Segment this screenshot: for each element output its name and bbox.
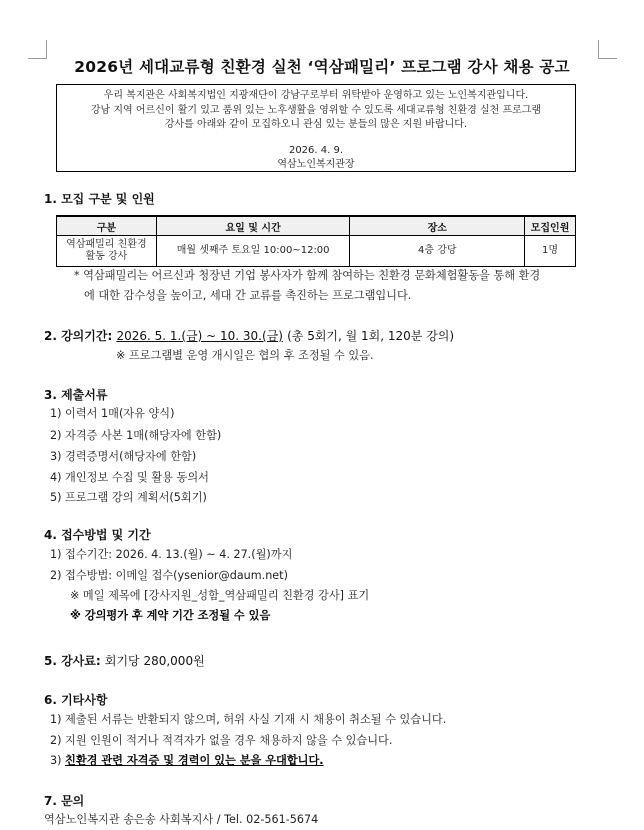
document-title: 2026년 세대교류형 친환경 실천 ‘역삼패밀리’ 프로그램 강사 채용 공고 bbox=[74, 58, 570, 76]
section-4-heading: 4. 접수방법 및 기간 bbox=[44, 528, 151, 542]
list-item: 1) 접수기간: 2026. 4. 13.(월) ~ 4. 27.(월)까지 bbox=[50, 548, 293, 561]
section-1-heading: 1. 모집 구분 및 인원 bbox=[44, 192, 155, 206]
lecture-fee: 회기당 280,000원 bbox=[104, 654, 205, 668]
table-header-place: 장소 bbox=[350, 216, 525, 236]
table-header-count: 모집인원 bbox=[525, 216, 576, 236]
lecture-period: 2026. 5. 1.(금) ~ 10. 30.(금) bbox=[116, 329, 283, 343]
notice-line-2: 강남 지역 어르신이 활기 있고 품위 있는 노후생활을 영위할 수 있도록 세대교류형 친환경 실천 프로그램 bbox=[90, 104, 542, 116]
table-row bbox=[57, 236, 576, 267]
section-5-heading: 5. 강사료: 회기당 280,000원 bbox=[44, 654, 205, 668]
preference-emphasis: 친환경 관련 자격증 및 경력이 있는 분을 우대합니다. bbox=[65, 754, 324, 767]
table-header-category: 구분 bbox=[57, 216, 157, 236]
list-item: 5) 프로그램 강의 계획서(5회기) bbox=[50, 491, 207, 504]
section-2-note: ※ 프로그램별 운영 개시일은 협의 후 조정될 수 있음. bbox=[116, 349, 374, 362]
intro-notice-box bbox=[56, 84, 576, 172]
table-cell-count: 1명 bbox=[525, 236, 576, 267]
list-item: 1) 이력서 1매(자유 양식) bbox=[50, 407, 175, 420]
table-cell-place: 4층 강당 bbox=[350, 236, 525, 267]
notice-line-1: 우리 복지관은 사회복지법인 지광재단이 강남구로부터 위탁받아 운영하고 있는 노인복지관입니다. bbox=[103, 90, 529, 101]
section-1-note-line-1: * 역삼패밀리는 어르신과 청장년 기업 봉사자가 함께 참여하는 친환경 문화체험활동을 통해 환경 bbox=[74, 269, 541, 282]
list-item: 2) 접수방법: 이메일 접수(ysenior@daum.net) bbox=[50, 569, 288, 582]
table-cell-category: 역삼패밀리 친환경 활동 강사 bbox=[57, 236, 157, 267]
list-item: 4) 개인정보 수집 및 활용 동의서 bbox=[50, 471, 209, 484]
section-2-heading: 2. 강의기간: 2026. 5. 1.(금) ~ 10. 30.(금) (총 5회기, 월 1회, 120분 강의) bbox=[44, 329, 455, 343]
table-cell-schedule: 매월 셋째주 토요일 10:00~12:00 bbox=[156, 236, 350, 267]
notice-organization: 역삼노인복지관장 bbox=[277, 159, 355, 170]
contact-info: 역삼노인복지관 송은송 사회복지사 / Tel. 02-561-5674 bbox=[44, 813, 319, 826]
notice-line-3: 강사를 아래와 같이 모집하오니 관심 있는 분들의 많은 지원 바랍니다. bbox=[164, 119, 468, 130]
list-item: 2) 자격증 사본 1매(해당자에 한함) bbox=[50, 429, 222, 442]
notice-date: 2026. 4. 9. bbox=[288, 144, 344, 156]
recruitment-table bbox=[56, 215, 576, 267]
section-3-heading: 3. 제출서류 bbox=[44, 388, 108, 402]
table-header-schedule: 요일 및 시간 bbox=[156, 216, 350, 236]
section-1-note-line-2: 에 대한 감수성을 높이고, 세대 간 교류를 촉진하는 프로그램입니다. bbox=[84, 289, 412, 302]
section-4-note-1: ※ 메일 제목에 [강사지원_성함_역삼패밀리 친환경 강사] 표기 bbox=[70, 589, 370, 602]
section-6-heading: 6. 기타사항 bbox=[44, 693, 108, 707]
list-item: 3) 친환경 관련 자격증 및 경력이 있는 분을 우대합니다. bbox=[50, 754, 324, 767]
section-4-note-2: ※ 강의평가 후 계약 기간 조정될 수 있음 bbox=[70, 609, 271, 622]
section-7-heading: 7. 문의 bbox=[44, 794, 85, 808]
list-item: 3) 경력증명서(해당자에 한함) bbox=[50, 450, 197, 463]
list-item: 2) 지원 인원이 적거나 적격자가 없을 경우 채용하지 않을 수 있습니다. bbox=[50, 734, 393, 747]
list-item: 1) 제출된 서류는 반환되지 않으며, 허위 사실 기재 시 채용이 취소될 수 있습니다. bbox=[50, 713, 447, 726]
lecture-period-detail: (총 5회기, 월 1회, 120분 강의) bbox=[287, 329, 455, 343]
